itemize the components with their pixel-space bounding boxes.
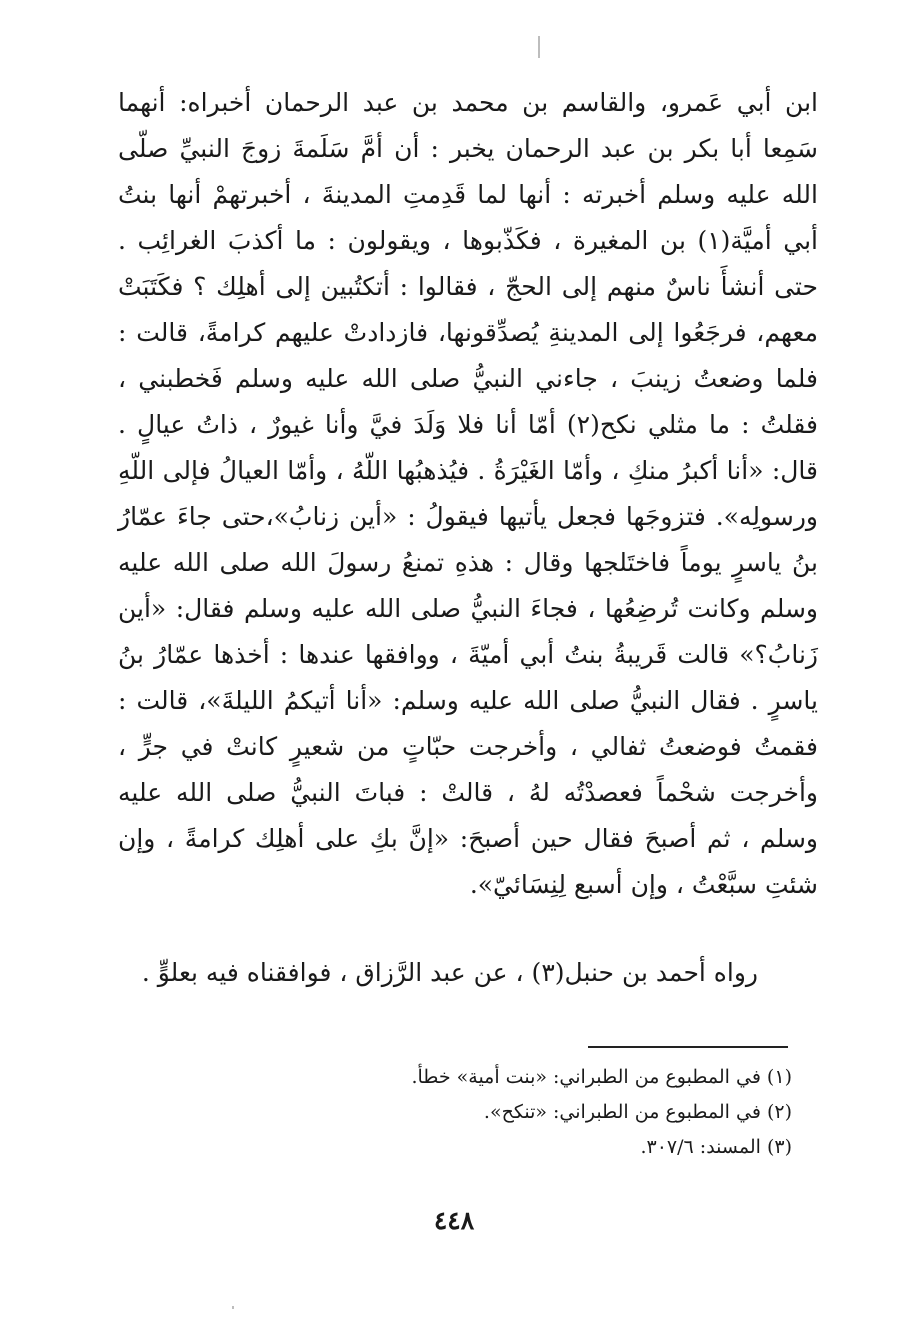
scan-speck [232,1306,234,1309]
main-paragraph: ابن أبي عَمرو، والقاسم بن محمد بن عبد الرحمان أخبراه: أنهما سَمِعا أبا بكر بن عبد الرحمان يخبر : أن أمَّ سَلَمةَ زوجَ النبيِّ صلّى الله عليه وسلم أخبرته : أنها لما قَدِمتِ المدينةَ ، أخبرتهمْ أنها بنتُ أبي أميَّة(١) بن المغيرة ، فكَذّبوها ، ويقولون : ما أكذبَ الغرائِب . حتى أنشأَ ناسٌ منهم إلى الحجّ ، فقالوا : أتكتُبين إلى أهلِك ؟ فكَتَبَتْ معهم، فرجَعُوا إلى المدينةِ يُصدِّقونها، فازدادتْ عليهم كرامةً، قالت : فلما وضعتُ زينبَ ، جاءني النبيُّ صلى الله عليه وسلم فَخطبني ، فقلتُ : ما مثلي نكح(٢) أمّا أنا فلا وَلَدَ فيَّ وأنا غيورٌ ، ذاتُ عيالٍ . قال: «أنا أكبرُ منكِ ، وأمّا الغَيْرَةُ . فيُذهبُها اللّهُ ، وأمّا العيالُ فإلى اللّهِ ورسولِه». فتزوجَها فجعل يأتيها فيقولُ : «أين زنابُ»،حتى جاءَ عمّارُ بنُ ياسرٍ يوماً فاختَلجها وقال : هذهِ تمنعُ رسولَ الله صلى الله عليه وسلم وكانت تُرضِعُها ، فجاءَ النبيُّ صلى الله عليه وسلم فقال: «أين زَنابُ؟» قالت قَريبةُ بنتُ أبي أميّةَ ، ووافقها عندها : أخذها عمّارُ بنُ ياسرٍ . فقال النبيُّ صلى الله عليه وسلم: «أنا أتيكمُ الليلةَ»، قالت : فقمتُ فوضعتُ ثفالي ، وأخرجت حبّاتٍ من شعيرٍ كانتْ في جرٍّ ، وأخرجت شحْماً فعصدْتُه لهُ ، قالتْ : فباتَ النبيُّ صلى الله عليه وسلم ، ثم أصبحَ فقال حين أصبحَ: «إنَّ بكِ على أهلِك كرامةً ، وإن شئتِ سبَّعْتُ ، وإن أسبع لِنِسَائيّ». [118,88,818,899]
footnote-2: (٢) في المطبوع من الطبراني: «تنكح». [483,1101,792,1123]
narration-line: رواه أحمد بن حنبل(٣) ، عن عبد الرَّزاق ، فوافقناه فيه بعلوٍّ . [141,958,758,987]
footnote-3: (٣) المسند: ٣٠٧/٦. [640,1136,792,1158]
footnote-divider [588,1046,788,1048]
footnotes [200,1060,792,1165]
scan-speck [538,36,540,58]
page-number: ٤٤٨ [433,1206,475,1235]
main-text-block [118,80,818,908]
footnote-1: (١) في المطبوع من الطبراني: «بنت أمية» خطأ. [411,1066,792,1088]
